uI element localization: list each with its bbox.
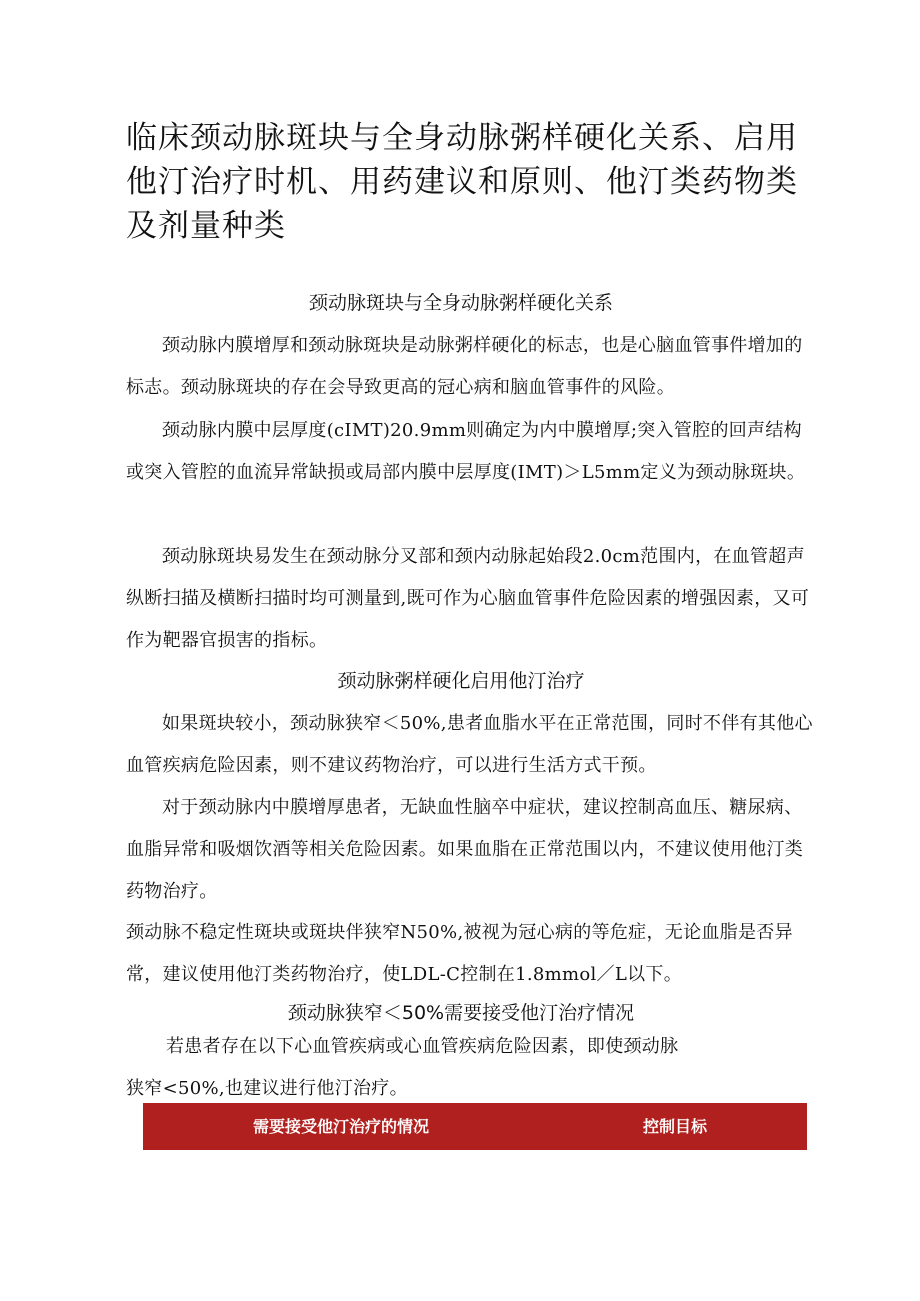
table-header — [143, 1103, 807, 1150]
section-heading: 颈动脉狭窄＜50%需要接受他汀治疗情况 — [287, 1002, 635, 1024]
paragraph: 颈动脉内膜增厚和颈动脉斑块是动脉粥样硬化的标志，也是心脑血管事件增加的标志。颈动脉斑块的存在会导致更高的冠心病和脑血管事件的风险。 — [126, 335, 803, 398]
section-heading: 颈动脉粥样硬化启用他汀治疗 — [337, 670, 585, 692]
paragraph: 对于颈动脉内中膜增厚患者，无缺血性脑卒中症状，建议控制高血压、糖尿病、血脂异常和吸烟饮酒等相关危险因素。如果血脂在正常范围以内，不建议使用他汀类药物治疗。 — [126, 797, 804, 902]
paragraph: 颈动脉斑块易发生在颈动脉分叉部和颈内动脉起始段2.0cm范围内，在血管超声纵断扫描及横断扫描时均可测量到,既可作为心脑血管事件危险因素的增强因素，又可作为靶器官损害的指标。 — [126, 546, 810, 651]
paragraph-line: 狭窄<50%,也建议进行他汀治疗。 — [126, 1078, 408, 1099]
document-title: 临床颈动脉斑块与全身动脉粥样硬化关系、启用他汀治疗时机、用药建议和原则、他汀类药物类及剂量种类 — [126, 120, 798, 244]
paragraph: 如果斑块较小，颈动脉狭窄＜50%,患者血脂水平在正常范围，同时不伴有其他心血管疾病危险因素，则不建议药物治疗，可以进行生活方式干预。 — [126, 713, 813, 776]
paragraph: 颈动脉不稳定性斑块或斑块伴狭窄N50%,被视为冠心病的等危症，无论血脂是否异常，建议使用他汀类药物治疗，使LDL-C控制在1.8mmol／L以下。 — [126, 922, 793, 985]
section-heading: 颈动脉斑块与全身动脉粥样硬化关系 — [308, 292, 613, 314]
paragraph-line: 若患者存在以下心血管疾病或心血管疾病危险因素，即使颈动脉 — [166, 1036, 679, 1057]
table-column-header: 需要接受他汀治疗的情况 — [253, 1117, 430, 1136]
paragraph: 颈动脉内膜中层厚度(cIMT)20.9mm则确定为内中膜增厚;突入管腔的回声结构或突入管腔的血流异常缺损或局部内膜中层厚度(IMT)＞L5mm定义为颈动脉斑块。 — [126, 420, 806, 483]
table-column-header: 控制目标 — [643, 1117, 708, 1136]
